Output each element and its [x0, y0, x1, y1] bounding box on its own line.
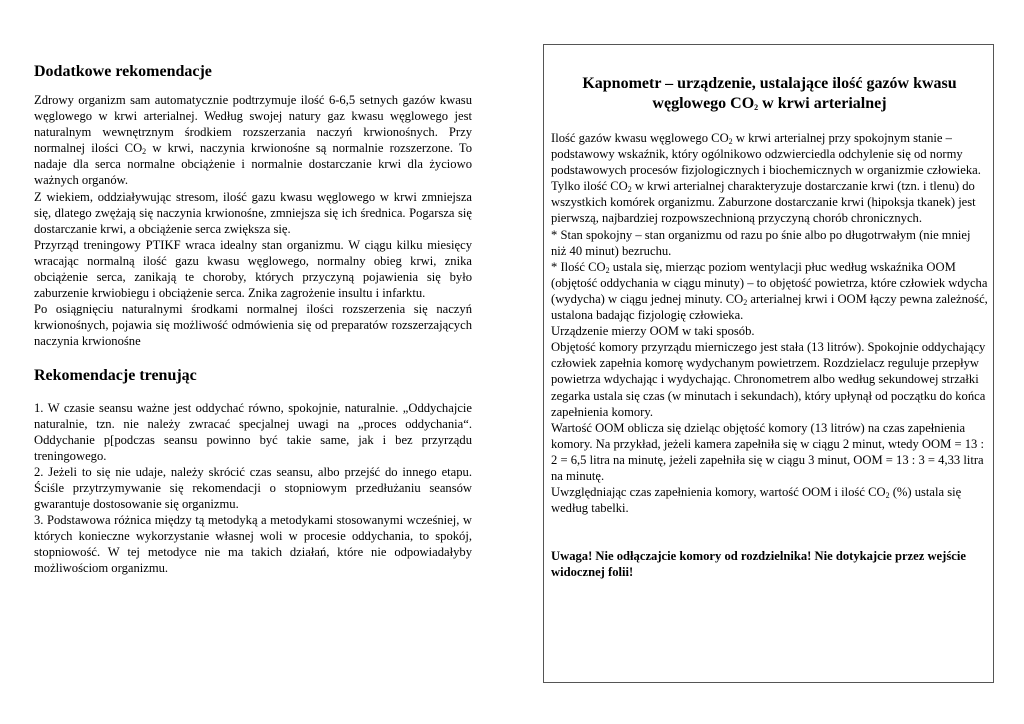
note-co2-measurement: * Ilość $CO_2$ ustala się, mierząc poziom wentylacji płuc według wskaźnika OOM (objętość oddychania w ciągu minuty) – to objętość powietrza, które człowiek wdycha (wydycha) w ciągu jednej minuty. $CO_2$ arterialnej krwi i OOM łączy pewna zależność, ustalona badając fizjologię człowieka. [551, 259, 988, 323]
recommendation-item-1: 1. W czasie seansu ważne jest oddychać równo, spokojnie, naturalnie. „Oddychajcie naturalnie, tzn. nie należy zwracać specjalnej uwagi na „proces oddychania“. Oddychanie p[podczas seansu powinno być takie same, jak i bez przyrządu treningowego. [34, 400, 472, 463]
paragraph-chamber-volume: Objętość komory przyrządu mierniczego jest stała (13 litrów). Spokojnie oddychający człowiek zapełnia komorę wydychanym powietrzem. Rozdzielacz reguluje przepływ powietrza wdychając i wydychając. Chronometrem albo według sekundowej strzałki zegarka ustala się czas (w minutach i sekundach), który upłynął od początku do końca zapełnienia komory. [551, 340, 986, 419]
paragraph-natural-means: Po osiągnięciu naturalnymi środkami normalnej ilości rozszerzenia się naczyń krwionośnych, pojawia się możliwość odmówienia się od preparatów rozszerzających naczynia krwionośne [34, 302, 472, 349]
paragraph-healthy-organism: Zdrowy organizm sam automatycznie podtrzymuje ilość 6-6,5 setnych gazów kwasu węglowego w krwi arterialnej. Według swojej natury gaz kwasu węglowego jest naturalnym wewnętrznym środkiem rozszerzania naczyń krwionośnych. Przy normalnej ilości $CO_2$ w krwi, naczynia krwionośne są normalnie rozszerzone. To nadaje dla serca normalne obciążenie i normalnie dostarczanie krwi dla życiowo ważnych organów. [34, 93, 473, 188]
section-title-additional-recommendations: Dodatkowe rekomendacje [34, 63, 212, 80]
capnometer-title: Kapnometr – urządzenie, ustalające ilość gazów kwasu węglowego $CO_2$ w krwi arterialnej [582, 75, 957, 112]
paragraph-co2-indicator: Ilość gazów kwasu węglowego $CO_2$ w krwi arterialnej przy spokojnym stanie – podstawowy wskaźnik, który ogólnikowo odzwierciedla odchylenie się od normy podstawowych procesów fizjologicznych i biochemicznych w organizmie człowieka. Tylko ilość $CO_2$ w krwi arterialnej charakteryzuje dostarczanie krwi (tzn. i tlenu) do wszystkich komórek organizmu. Zaburzone dostarczanie krwi (hipoksja tkanek) jest pierwszą, najbardziej rozpowszechnioną przyczyną chorób chronicznych. [551, 131, 981, 226]
note-resting-state: * Stan spokojny – stan organizmu od razu po śnie albo po długotrwałym (nie mniej niż 40 minut) bezruchu. [551, 227, 971, 258]
paragraph-measuring-method: Urządzenie mierzy OOM w taki sposób. [551, 324, 755, 339]
recommendation-item-2: 2. Jeżeli to się nie udaje, należy skrócić czas seansu, albo przejść do innego etapu. Ściśle przytrzymywanie się rekomendacji o stopniowym przedłużaniu seansów gwarantuje dostosowanie się organizmu. [34, 464, 472, 512]
paragraph-ptikf-device: Przyrząd treningowy PTIKF wraca idealny stan organizmu. W ciągu kilku miesięcy wracając normalną ilość gazu kwasu węglowego, normalny obieg krwi, znika obciążenie serca, zanikają te choroby, których przyczyną pojawienia się było zaburzenie krwiobiegu i obciążenie serca. Znika zagrożenie insultu i infarktu. [34, 237, 472, 301]
warning-notice: Uwaga! Nie odłączajcie komory od rozdzielnika! Nie dotykajcie przez wejście widocznej folii! [551, 549, 966, 580]
left-column [34, 62, 472, 577]
section-title-training-recommendations: Rekomendacje trenując [34, 366, 197, 384]
paragraph-oom-calculation: Wartość OOM oblicza się dzieląc objętość komory (13 litrów) na czas zapełnienia komory. Na przykład, jeżeli kamera zapełniła się w ciągu 2 minut, wtedy OOM = 13 : 2 = 6,5 litra na minutę, jeżeli zapełniła się w ciągu 3 minut, OOM = 13 : 3 = 4,33 litra na minutę. [551, 420, 984, 483]
recommendation-item-3: 3. Podstawowa różnica między tą metodyką a metodykami stosowanymi wcześniej, w których konieczne wykorzystanie własnej woli w procesie oddychania, to spokój, stopniowość. W tej metodyce nie ma takich działań, które nie odpowiadałyby możliwościom organizmu. [34, 513, 472, 576]
paragraph-table-reference: Uwzględniając czas zapełnienia komory, wartość OOM i ilość $CO_2$ (%) ustala się według tabelki. [551, 485, 962, 516]
right-column [551, 74, 988, 580]
paragraph-age-stress: Z wiekiem, oddziaływując stresom, ilość gazu kwasu węglowego w krwi zmniejsza się, dlatego zwężają się naczynia krwionośne, zmniejsza się ich średnica. Pogarsza się dostarczanie krwi, a obciążenie serca zwiększa się. [34, 189, 472, 236]
